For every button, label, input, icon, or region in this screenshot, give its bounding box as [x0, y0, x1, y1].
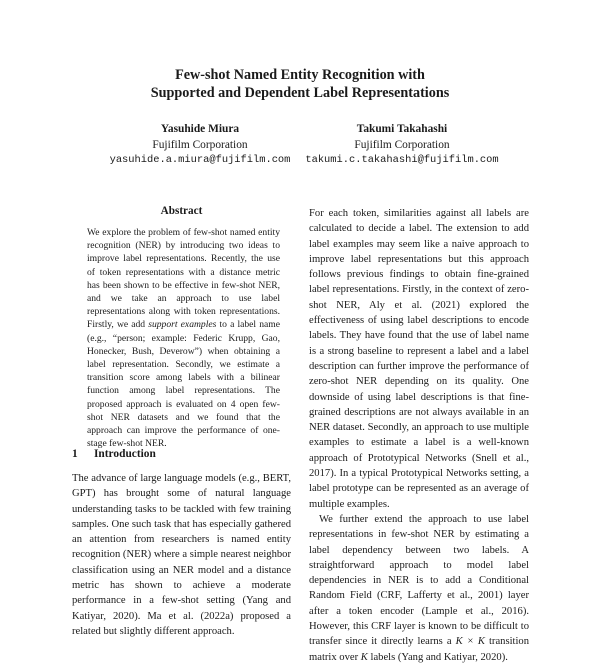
introduction-text: The advance of large language models (e.g., BERT, GPT) has brought some of natural language understanding tasks to be tackled with few training samples. One such task that has especially gathered an attention from researchers is named entity recognition (NER) where a simple nearest neighbor classification using an NER model and a distance metric has shown to achieve a moderate performance in a few-shot setting (Yang and Katiyar, 2020). Ma et al. (2022a) proposed a related but slightly different approach. [72, 473, 291, 637]
author-email: yasuhide.a.miura@fujifilm.com [109, 154, 291, 166]
right-paragraph-2 [309, 512, 529, 665]
math-k: K [360, 651, 368, 663]
math-kxk: K × K [455, 636, 485, 648]
section-title: Introduction [94, 448, 156, 460]
abstract-heading: Abstract [160, 205, 203, 217]
author-affiliation: Fujifilm Corporation [354, 138, 450, 151]
abstract-text-part-1: We explore the problem of few-shot named entity recognition (NER) by introducing two ideas to improve label representations. Recently, the use of token representations with a distance metric has been shown to be effective in few-shot NER, and we take an approach to use label representations along with token representations. Firstly, we add [87, 227, 280, 331]
right-paragraph-2-part-3: labels (Yang and Katiyar, 2020). [367, 651, 508, 663]
author-affiliation: Fujifilm Corporation [152, 138, 248, 151]
section-number: 1 [72, 448, 78, 460]
author-block-2 [282, 122, 522, 169]
paper-title [0, 66, 600, 102]
section-heading-introduction [72, 448, 292, 460]
right-paragraph-2-part-1: We further extend the approach to use label representations in few-shot NER by estimating a label dependency between two labels. A straightforward approach to model label dependencies in NER is to add a Conditional Random Field (CRF, Lafferty et al., 2001) layer after a token encoder (Lample et al., 2016). However, this CRF layer is known to be difficult to transfer since it directly learns a [309, 513, 529, 648]
title-line-2: Supported and Dependent Label Representations [150, 85, 450, 101]
right-column-text [309, 206, 530, 663]
author-name: Yasuhide Miura [160, 123, 240, 135]
author-email: takumi.c.takahashi@fujifilm.com [305, 154, 499, 166]
right-paragraph-2-part-2: transition matrix over [309, 636, 530, 663]
title-line-1: Few-shot Named Entity Recognition with [175, 67, 425, 83]
abstract-text-part-2: to a label name (e.g., “person; example: Federic Krupp, Gao, Honecker, Bush, Deverow”) when obtaining a label representation. Secondly, we estimate a transition score among labels with a bilinear function among label representations. The proposed approach is evaluated on 4 open few-shot NER datasets and we found that the approach can improve the performance of one-stage few-shot NER. [87, 319, 280, 450]
right-paragraph-1: For each token, similarities against all labels are calculated to decide a label. The extension to add label examples may seem like a naive approach to improve label representations but this approach follows previous findings to obtain fine-grained label representations. Firstly, in the context of zero-shot NER, Aly et al. (2021) explored the effectiveness of using label descriptions to encode labels. They have found that the use of label name is a strong baseline to represent a label and a label description can further improve the performance of zero-shot NER depending on its quality. One downside of using label descriptions is that fine-grained descriptions are not always available in an NER dataset. Secondly, an approach to use multiple examples to estimate a label is a well-known approach of Prototypical Networks (Snell et al., 2017). In a typical Prototypical Networks setting, a label prototype can be represented as an average of multiple examples. [309, 208, 529, 510]
author-name: Takumi Takahashi [356, 123, 448, 135]
abstract-text [87, 226, 280, 450]
abstract-italic-term: support examples [148, 319, 217, 331]
